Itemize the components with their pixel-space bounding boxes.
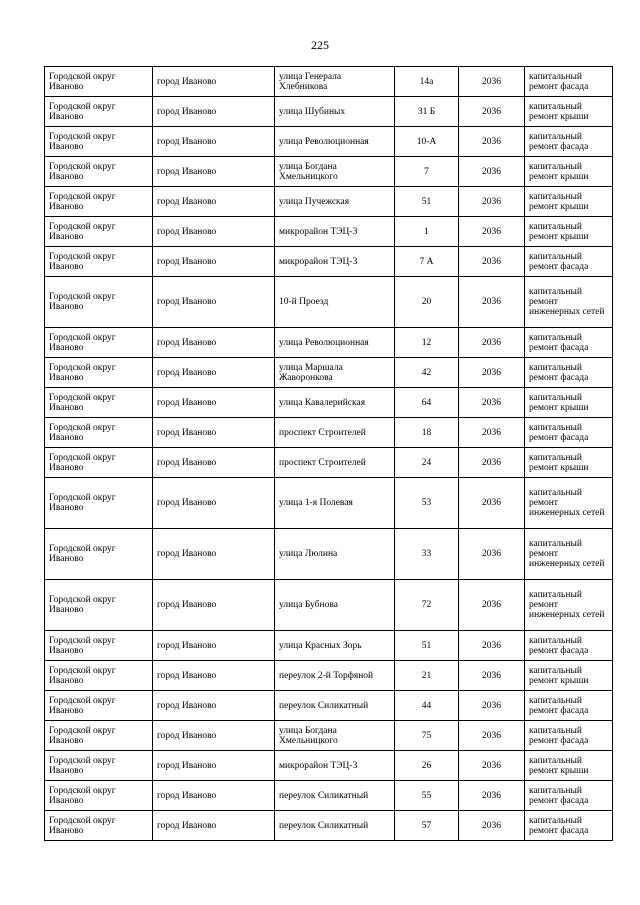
- district-cell: Городской округ Иваново: [45, 97, 153, 127]
- city-cell: город Иваново: [153, 529, 275, 580]
- table-row: [45, 781, 613, 811]
- city-cell: город Иваново: [153, 97, 275, 127]
- year-cell: 2036: [459, 418, 525, 448]
- house-number-cell: 21: [395, 661, 459, 691]
- city-cell: город Иваново: [153, 811, 275, 841]
- street-cell: улица Маршала Жаворонкова: [275, 358, 395, 388]
- table-row: [45, 97, 613, 127]
- year-cell: 2036: [459, 67, 525, 97]
- street-cell: переулок Силикатный: [275, 811, 395, 841]
- year-cell: 2036: [459, 781, 525, 811]
- city-cell: город Иваново: [153, 478, 275, 529]
- house-number-cell: 51: [395, 187, 459, 217]
- table-row: [45, 631, 613, 661]
- year-cell: 2036: [459, 751, 525, 781]
- table-row: [45, 388, 613, 418]
- street-cell: улица Пучежская: [275, 187, 395, 217]
- street-cell: проспект Строителей: [275, 448, 395, 478]
- city-cell: город Иваново: [153, 781, 275, 811]
- work-type-cell: капитальный ремонт крыши: [525, 448, 613, 478]
- work-type-cell: капитальный ремонт инженерных сетей: [525, 478, 613, 529]
- table-row: [45, 580, 613, 631]
- house-number-cell: 7: [395, 157, 459, 187]
- district-cell: Городской округ Иваново: [45, 328, 153, 358]
- district-cell: Городской округ Иваново: [45, 388, 153, 418]
- page-number: 225: [311, 38, 329, 52]
- city-cell: город Иваново: [153, 661, 275, 691]
- table-row: [45, 328, 613, 358]
- city-cell: город Иваново: [153, 751, 275, 781]
- year-cell: 2036: [459, 358, 525, 388]
- street-cell: улица Богдана Хмельницкого: [275, 721, 395, 751]
- city-cell: город Иваново: [153, 631, 275, 661]
- house-number-cell: 75: [395, 721, 459, 751]
- street-cell: улица Генерала Хлебникова: [275, 67, 395, 97]
- year-cell: 2036: [459, 277, 525, 328]
- house-number-cell: 64: [395, 388, 459, 418]
- year-cell: 2036: [459, 478, 525, 529]
- house-number-cell: 42: [395, 358, 459, 388]
- district-cell: Городской округ Иваново: [45, 157, 153, 187]
- house-number-cell: 7 А: [395, 247, 459, 277]
- table-row: [45, 751, 613, 781]
- year-cell: 2036: [459, 127, 525, 157]
- table-row: [45, 529, 613, 580]
- street-cell: проспект Строителей: [275, 418, 395, 448]
- city-cell: город Иваново: [153, 328, 275, 358]
- work-type-cell: капитальный ремонт фасада: [525, 67, 613, 97]
- work-type-cell: капитальный ремонт фасада: [525, 247, 613, 277]
- city-cell: город Иваново: [153, 580, 275, 631]
- registry-table: [44, 66, 613, 841]
- work-type-cell: капитальный ремонт крыши: [525, 661, 613, 691]
- house-number-cell: 51: [395, 631, 459, 661]
- work-type-cell: капитальный ремонт фасада: [525, 358, 613, 388]
- year-cell: 2036: [459, 631, 525, 661]
- city-cell: город Иваново: [153, 448, 275, 478]
- district-cell: Городской округ Иваново: [45, 691, 153, 721]
- house-number-cell: 24: [395, 448, 459, 478]
- work-type-cell: капитальный ремонт фасада: [525, 631, 613, 661]
- house-number-cell: 31 Б: [395, 97, 459, 127]
- street-cell: улица Шубиных: [275, 97, 395, 127]
- city-cell: город Иваново: [153, 721, 275, 751]
- year-cell: 2036: [459, 157, 525, 187]
- city-cell: город Иваново: [153, 277, 275, 328]
- work-type-cell: капитальный ремонт крыши: [525, 97, 613, 127]
- table-row: [45, 721, 613, 751]
- house-number-cell: 33: [395, 529, 459, 580]
- year-cell: 2036: [459, 187, 525, 217]
- table-row: [45, 448, 613, 478]
- house-number-cell: 20: [395, 277, 459, 328]
- table-row: [45, 478, 613, 529]
- work-type-cell: капитальный ремонт фасада: [525, 418, 613, 448]
- street-cell: улица Богдана Хмельницкого: [275, 157, 395, 187]
- year-cell: 2036: [459, 580, 525, 631]
- work-type-cell: капитальный ремонт крыши: [525, 187, 613, 217]
- table-row: [45, 418, 613, 448]
- house-number-cell: 18: [395, 418, 459, 448]
- house-number-cell: 55: [395, 781, 459, 811]
- city-cell: город Иваново: [153, 388, 275, 418]
- year-cell: 2036: [459, 328, 525, 358]
- city-cell: город Иваново: [153, 418, 275, 448]
- work-type-cell: капитальный ремонт фасада: [525, 328, 613, 358]
- street-cell: микрорайон ТЭЦ-3: [275, 247, 395, 277]
- district-cell: Городской округ Иваново: [45, 580, 153, 631]
- work-type-cell: капитальный ремонт фасада: [525, 127, 613, 157]
- city-cell: город Иваново: [153, 247, 275, 277]
- table-row: [45, 277, 613, 328]
- city-cell: город Иваново: [153, 157, 275, 187]
- district-cell: Городской округ Иваново: [45, 811, 153, 841]
- house-number-cell: 72: [395, 580, 459, 631]
- work-type-cell: капитальный ремонт крыши: [525, 217, 613, 247]
- year-cell: 2036: [459, 811, 525, 841]
- street-cell: улица Красных Зорь: [275, 631, 395, 661]
- street-cell: улица 1-я Полевая: [275, 478, 395, 529]
- city-cell: город Иваново: [153, 691, 275, 721]
- table-row: [45, 127, 613, 157]
- street-cell: улица Кавалерийская: [275, 388, 395, 418]
- street-cell: улица Люлина: [275, 529, 395, 580]
- work-type-cell: капитальный ремонт крыши: [525, 157, 613, 187]
- year-cell: 2036: [459, 661, 525, 691]
- district-cell: Городской округ Иваново: [45, 277, 153, 328]
- street-cell: переулок 2-й Торфяной: [275, 661, 395, 691]
- district-cell: Городской округ Иваново: [45, 478, 153, 529]
- year-cell: 2036: [459, 529, 525, 580]
- district-cell: Городской округ Иваново: [45, 751, 153, 781]
- district-cell: Городской округ Иваново: [45, 358, 153, 388]
- year-cell: 2036: [459, 247, 525, 277]
- year-cell: 2036: [459, 97, 525, 127]
- house-number-cell: 57: [395, 811, 459, 841]
- house-number-cell: 10-А: [395, 127, 459, 157]
- city-cell: город Иваново: [153, 358, 275, 388]
- district-cell: Городской округ Иваново: [45, 661, 153, 691]
- street-cell: улица Революционная: [275, 328, 395, 358]
- street-cell: переулок Силикатный: [275, 781, 395, 811]
- year-cell: 2036: [459, 721, 525, 751]
- house-number-cell: 12: [395, 328, 459, 358]
- city-cell: город Иваново: [153, 217, 275, 247]
- work-type-cell: капитальный ремонт крыши: [525, 388, 613, 418]
- street-cell: переулок Силикатный: [275, 691, 395, 721]
- table-row: [45, 661, 613, 691]
- table-row: [45, 187, 613, 217]
- district-cell: Городской округ Иваново: [45, 247, 153, 277]
- district-cell: Городской округ Иваново: [45, 217, 153, 247]
- city-cell: город Иваново: [153, 127, 275, 157]
- work-type-cell: капитальный ремонт фасада: [525, 721, 613, 751]
- work-type-cell: капитальный ремонт фасада: [525, 811, 613, 841]
- table-row: [45, 811, 613, 841]
- district-cell: Городской округ Иваново: [45, 721, 153, 751]
- table-row: [45, 67, 613, 97]
- house-number-cell: 44: [395, 691, 459, 721]
- table-row: [45, 217, 613, 247]
- work-type-cell: капитальный ремонт крыши: [525, 751, 613, 781]
- work-type-cell: капитальный ремонт инженерных сетей: [525, 277, 613, 328]
- table-row: [45, 691, 613, 721]
- year-cell: 2036: [459, 691, 525, 721]
- street-cell: улица Бубнова: [275, 580, 395, 631]
- year-cell: 2036: [459, 448, 525, 478]
- work-type-cell: капитальный ремонт фасада: [525, 691, 613, 721]
- year-cell: 2036: [459, 217, 525, 247]
- table-row: [45, 247, 613, 277]
- street-cell: улица Революционная: [275, 127, 395, 157]
- work-type-cell: капитальный ремонт инженерных сетей: [525, 529, 613, 580]
- table-row: [45, 157, 613, 187]
- district-cell: Городской округ Иваново: [45, 448, 153, 478]
- district-cell: Городской округ Иваново: [45, 67, 153, 97]
- year-cell: 2036: [459, 388, 525, 418]
- street-cell: микрорайон ТЭЦ-3: [275, 217, 395, 247]
- district-cell: Городской округ Иваново: [45, 781, 153, 811]
- street-cell: микрорайон ТЭЦ-3: [275, 751, 395, 781]
- city-cell: город Иваново: [153, 187, 275, 217]
- house-number-cell: 53: [395, 478, 459, 529]
- district-cell: Городской округ Иваново: [45, 187, 153, 217]
- table-row: [45, 358, 613, 388]
- house-number-cell: 14а: [395, 67, 459, 97]
- work-type-cell: капитальный ремонт фасада: [525, 781, 613, 811]
- city-cell: город Иваново: [153, 67, 275, 97]
- district-cell: Городской округ Иваново: [45, 127, 153, 157]
- house-number-cell: 26: [395, 751, 459, 781]
- district-cell: Городской округ Иваново: [45, 529, 153, 580]
- registry-table-body: [45, 67, 613, 841]
- work-type-cell: капитальный ремонт инженерных сетей: [525, 580, 613, 631]
- district-cell: Городской округ Иваново: [45, 631, 153, 661]
- house-number-cell: 1: [395, 217, 459, 247]
- district-cell: Городской округ Иваново: [45, 418, 153, 448]
- street-cell: 10-й Проезд: [275, 277, 395, 328]
